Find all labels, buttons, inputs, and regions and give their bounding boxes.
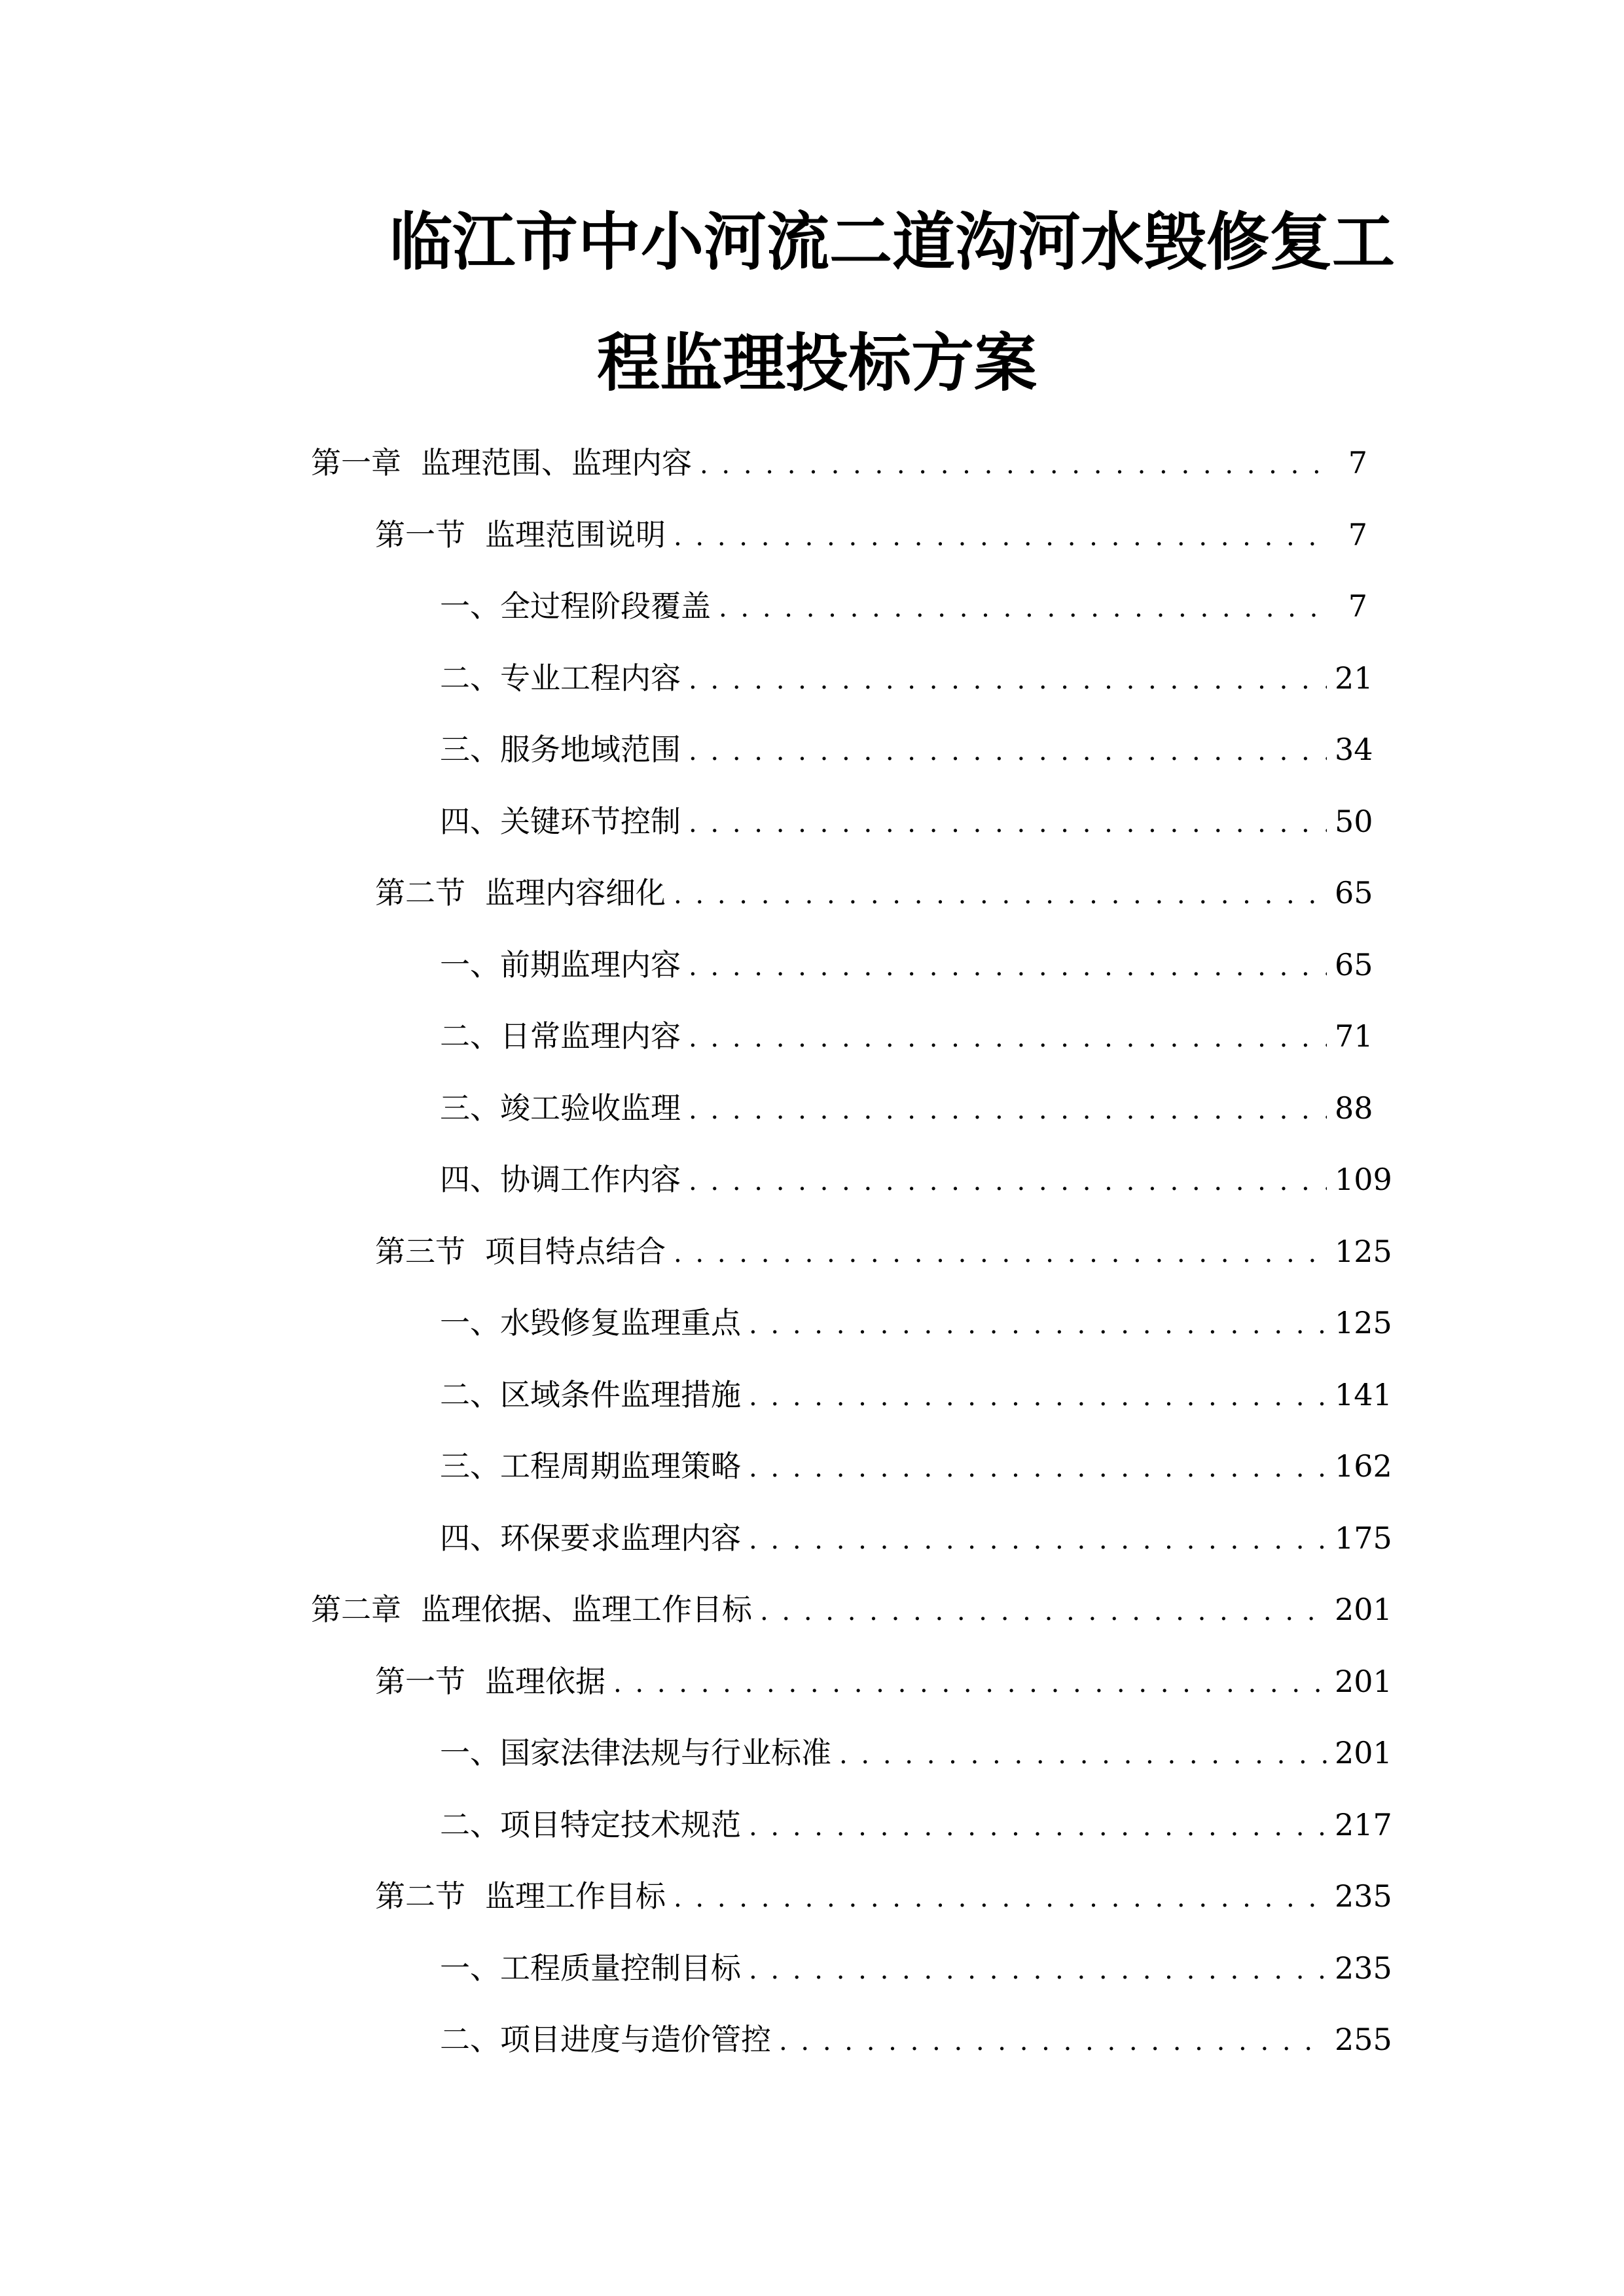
- toc-entry-number: 一、: [440, 1950, 500, 1986]
- toc-entry-page-number: 88: [1335, 1090, 1373, 1126]
- toc-entry-page-number: 34: [1335, 732, 1373, 767]
- toc-entry-page-number: 7: [1348, 588, 1367, 624]
- toc-entry-number: 第二章: [311, 1592, 401, 1627]
- toc-entry-title: 监理范围说明: [485, 516, 666, 552]
- toc-entry-title: 监理依据、监理工作目标: [421, 1592, 752, 1627]
- toc-dot-leader: [749, 1443, 1327, 1491]
- toc-entry-number: 四、: [440, 1520, 500, 1556]
- toc-entry[interactable]: [440, 1945, 1392, 1991]
- toc-dot-leader: [689, 1157, 1327, 1204]
- toc-entry-title: 关键环节控制: [500, 803, 681, 839]
- toc-entry[interactable]: [440, 1730, 1392, 1776]
- toc-entry-page-number: 162: [1335, 1448, 1392, 1484]
- toc-entry-page-number: 7: [1348, 516, 1367, 552]
- toc-entry[interactable]: [440, 1300, 1392, 1346]
- toc-dot-leader: [749, 1515, 1327, 1563]
- toc-entry-number: 一、: [440, 946, 500, 982]
- toc-entry-title: 全过程阶段覆盖: [500, 588, 711, 624]
- toc-dot-leader: [700, 440, 1327, 488]
- toc-entry[interactable]: [440, 1013, 1373, 1059]
- toc-entry-title: 项目进度与造价管控: [500, 2022, 771, 2057]
- toc-entry-number: 第二节: [375, 1878, 465, 1914]
- toc-entry-number: 二、: [440, 2022, 500, 2057]
- toc-entry-page-number: 141: [1335, 1376, 1392, 1412]
- toc-entry-page-number: 255: [1335, 2022, 1392, 2057]
- toc-entry-number: 四、: [440, 1162, 500, 1197]
- toc-entry-number: 四、: [440, 803, 500, 839]
- toc-entry-page-number: 201: [1335, 1592, 1392, 1627]
- toc-entry-number: 一、: [440, 588, 500, 624]
- toc-entry-title: 协调工作内容: [500, 1162, 681, 1197]
- toc-dot-leader: [779, 2017, 1327, 2064]
- toc-entry-number: 一、: [440, 1735, 500, 1770]
- toc-dot-leader: [719, 583, 1327, 631]
- toc-entry-page-number: 217: [1335, 1806, 1392, 1842]
- toc-entry-title: 竣工验收监理: [500, 1090, 681, 1126]
- toc-dot-leader: [674, 512, 1327, 560]
- toc-entry-page-number: 65: [1335, 946, 1373, 982]
- toc-entry[interactable]: [375, 512, 1367, 558]
- toc-entry[interactable]: [440, 655, 1373, 701]
- toc-entry-title: 环保要求监理内容: [500, 1520, 741, 1556]
- toc-entry-page-number: 21: [1335, 660, 1373, 696]
- toc-dot-leader: [689, 1013, 1327, 1061]
- toc-entry[interactable]: [440, 798, 1373, 844]
- toc-entry-number: 三、: [440, 1448, 500, 1484]
- toc-entry[interactable]: [375, 1229, 1392, 1274]
- toc-dot-leader: [674, 870, 1327, 918]
- toc-entry-number: 第一节: [375, 1663, 465, 1699]
- toc-entry-page-number: 235: [1335, 1878, 1392, 1914]
- toc-entry-number: 第一章: [311, 445, 401, 480]
- toc-entry[interactable]: [440, 1372, 1392, 1418]
- toc-dot-leader: [760, 1587, 1327, 1634]
- toc-entry-title: 专业工程内容: [500, 660, 681, 696]
- toc-entry-number: 二、: [440, 660, 500, 696]
- toc-entry-title: 日常监理内容: [500, 1018, 681, 1054]
- toc-entry-page-number: 175: [1335, 1520, 1392, 1556]
- toc-entry-number: 第一节: [375, 516, 465, 552]
- toc-dot-leader: [674, 1873, 1327, 1921]
- toc-entry-title: 监理内容细化: [485, 875, 666, 910]
- toc-entry-page-number: 235: [1335, 1950, 1392, 1986]
- toc-entry-number: 三、: [440, 732, 500, 767]
- toc-entry[interactable]: [311, 1587, 1392, 1632]
- toc-entry[interactable]: [375, 1873, 1392, 1919]
- toc-dot-leader: [749, 1945, 1327, 1993]
- toc-entry-title: 国家法律法规与行业标准: [500, 1735, 831, 1770]
- toc-entry-page-number: 201: [1335, 1663, 1392, 1699]
- toc-entry-number: 三、: [440, 1090, 500, 1126]
- toc-entry-title: 监理工作目标: [485, 1878, 666, 1914]
- toc-entry-title: 水毁修复监理重点: [500, 1305, 741, 1340]
- toc-entry[interactable]: [440, 726, 1373, 772]
- toc-dot-leader: [749, 1802, 1327, 1850]
- toc-dot-leader: [749, 1300, 1327, 1348]
- toc-entry-page-number: 65: [1335, 875, 1373, 910]
- toc-dot-leader: [689, 726, 1327, 774]
- toc-entry-page-number: 125: [1335, 1305, 1392, 1340]
- toc-entry[interactable]: [375, 1659, 1392, 1704]
- document-title-line-2: 程监理投标方案: [597, 326, 1037, 400]
- toc-entry-title: 前期监理内容: [500, 946, 681, 982]
- toc-entry-title: 监理范围、监理内容: [421, 445, 692, 480]
- toc-entry-page-number: 71: [1335, 1018, 1373, 1054]
- toc-dot-leader: [689, 1085, 1327, 1133]
- toc-dot-leader: [613, 1659, 1327, 1706]
- toc-dot-leader: [689, 655, 1327, 703]
- toc-entry-title: 工程质量控制目标: [500, 1950, 741, 1986]
- toc-dot-leader: [749, 1372, 1327, 1420]
- toc-entry-number: 二、: [440, 1376, 500, 1412]
- toc-entry[interactable]: [440, 1085, 1373, 1131]
- toc-entry[interactable]: [440, 1157, 1392, 1202]
- toc-entry-title: 工程周期监理策略: [500, 1448, 741, 1484]
- toc-entry[interactable]: [440, 1515, 1392, 1561]
- toc-entry[interactable]: [440, 2017, 1392, 2062]
- toc-entry-page-number: 50: [1335, 803, 1373, 839]
- toc-entry[interactable]: [440, 1802, 1392, 1848]
- toc-entry-title: 项目特定技术规范: [500, 1806, 741, 1842]
- toc-entry-number: 第三节: [375, 1233, 465, 1269]
- toc-entry-number: 一、: [440, 1305, 500, 1340]
- toc-entry-number: 二、: [440, 1806, 500, 1842]
- toc-entry-title: 区域条件监理措施: [500, 1376, 741, 1412]
- toc-dot-leader: [839, 1730, 1327, 1778]
- toc-entry[interactable]: [440, 583, 1367, 629]
- toc-entry[interactable]: [375, 870, 1373, 916]
- toc-entry-title: 项目特点结合: [485, 1233, 666, 1269]
- toc-dot-leader: [689, 942, 1327, 990]
- toc-entry-page-number: 7: [1348, 445, 1367, 480]
- toc-entry-title: 服务地域范围: [500, 732, 681, 767]
- toc-dot-leader: [689, 798, 1327, 846]
- toc-entry-number: 二、: [440, 1018, 500, 1054]
- toc-entry-page-number: 201: [1335, 1735, 1392, 1770]
- toc-entry[interactable]: [440, 1443, 1392, 1489]
- toc-entry-page-number: 125: [1335, 1233, 1392, 1269]
- toc-entry-title: 监理依据: [485, 1663, 605, 1699]
- toc-entry-number: 第二节: [375, 875, 465, 910]
- document-title-line-1: 临江市中小河流二道沟河水毁修复工: [389, 205, 1395, 279]
- toc-entry[interactable]: [440, 942, 1373, 988]
- toc-dot-leader: [674, 1229, 1327, 1276]
- toc-entry-page-number: 109: [1335, 1162, 1392, 1197]
- toc-entry[interactable]: [311, 440, 1367, 486]
